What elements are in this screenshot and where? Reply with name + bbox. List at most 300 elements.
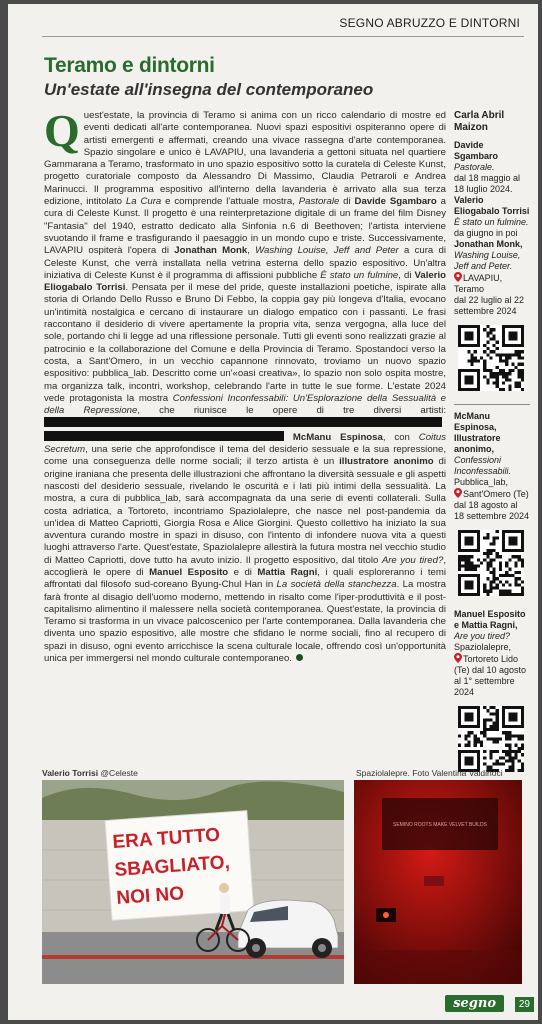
qr-module	[511, 766, 514, 769]
qr-code-icon[interactable]	[458, 325, 524, 391]
qr-module	[474, 568, 477, 571]
artist-name: Jonathan Monk	[174, 245, 248, 257]
drop-cap: Q	[44, 105, 80, 156]
qr-module	[493, 763, 496, 766]
work-title: È stato un fulmine	[320, 269, 399, 281]
sidebar-location-text: Tortoreto Lido (Te) dal 10 agosto al 1° settembre 2024	[454, 654, 527, 697]
sidebar-location	[454, 272, 530, 295]
qr-module	[496, 737, 499, 740]
qr-module	[464, 737, 467, 740]
qr-module	[521, 558, 524, 561]
qr-module	[508, 737, 511, 740]
billboard-line-3: NOI NO	[115, 883, 185, 909]
qr-module	[471, 555, 474, 558]
qr-module	[496, 385, 499, 388]
sidebar-artist: Valerio Eliogabalo Torrisi	[454, 195, 530, 216]
sidebar-date: dal 22 luglio al 22 settembre 2024	[454, 295, 525, 316]
sidebar-work: Confessioni Inconfessabili.	[454, 455, 512, 476]
text-run: , accoglierà le opere di	[44, 554, 446, 578]
qr-module	[471, 568, 474, 571]
qr-module	[471, 360, 474, 363]
qr-module	[483, 728, 486, 731]
qr-module	[502, 763, 505, 766]
qr-module	[461, 558, 464, 561]
work-title: La Cura	[125, 196, 162, 208]
sidebar-artist: Manuel Esposito e Mattia Ragni,	[454, 609, 526, 630]
sidebar-work: Are you tired?	[454, 631, 511, 641]
qr-module	[499, 763, 502, 766]
qr-module	[489, 580, 492, 583]
qr-module	[483, 583, 486, 586]
artist-name: Valerio Eliogabalo Torrisi	[44, 269, 446, 294]
qr-module	[505, 734, 508, 737]
qr-module	[483, 558, 486, 561]
qr-module	[508, 744, 511, 747]
qr-module	[511, 734, 514, 737]
qr-module	[521, 375, 524, 378]
qr-module	[515, 353, 518, 356]
qr-module	[480, 561, 483, 564]
qr-module	[518, 737, 521, 740]
qr-module	[493, 577, 496, 580]
qr-module	[515, 571, 518, 574]
qr-module	[518, 750, 521, 753]
qr-module	[496, 341, 499, 344]
qr-module	[499, 580, 502, 583]
sidebar-artist: Davide Sgambaro	[454, 140, 499, 161]
qr-module	[464, 734, 467, 737]
qr-module	[489, 750, 492, 753]
qr-module	[489, 590, 492, 593]
qr-module	[493, 571, 496, 574]
sidebar-date: dal 18 maggio al 18 luglio 2024.	[454, 173, 521, 194]
qr-module	[464, 558, 467, 561]
text-run: . La mostra farà fronte al disagio dell'uomo moderno, mettendo in risalto come l'iper-produttività e il post-capitalismo alimentino il malessere nella società contemporanea. Quest'estate, la provincia di Teramo si trasforma in un vivace palcoscenico per l'arte contemporanea. Dalla lavanderia che diventa uno spazio espositivo, alle mostre che sfidano le norme sociali, fino al recupero di spazi in disuso, ogni evento arricchisce la scena culturale locale, offrendo così un'opportunità unica per immergersi nel mondo culturale contemporaneo.	[44, 579, 446, 665]
qr-code-icon[interactable]	[458, 706, 524, 772]
qr-module	[493, 334, 496, 337]
qr-module	[458, 568, 461, 571]
qr-module	[508, 593, 511, 596]
qr-module	[486, 334, 489, 337]
qr-module	[486, 577, 489, 580]
qr-module	[489, 737, 492, 740]
qr-module	[493, 549, 496, 552]
sidebar-block-pubblica-lab	[454, 411, 530, 603]
text-run: di	[339, 196, 355, 208]
qr-module	[502, 583, 505, 586]
qr-module	[486, 737, 489, 740]
qr-module	[493, 737, 496, 740]
qr-module	[511, 759, 514, 762]
qr-module	[486, 555, 489, 558]
sidebar-date: da giugno in poi	[454, 228, 518, 238]
text-run: di origine iraniana che presenta delle illustrazioni che affrontano la diversità sessuale e gli aspetti nascosti del desiderio sessuale, rivelando le oscurità e i lati più intimi della sessualità. La mostra, a cura di pubblica_lab, sarà accompagnata da una serie di eventi collaterali. Sulla costa adriatica, a Tortoreto, incontriamo Spaziolalepre, che nasce nel post-pandemia da un'idea di Matteo Capriotti, Giorgia Rosa e Alice Giorgini. Questo collettivo ha iniziato la sua avventura curando mostre in spazi in disuso, con l'intento di infondere nuova vita a questi luoghi attraverso l'arte. Quest'estate, Spaziolalepre allestirà la futura mostra nel vecchio studio di Matteo Capriotti, dove tutto ha avuto inizio. Il progetto espositivo, dal titolo	[44, 456, 447, 566]
qr-module	[486, 561, 489, 564]
qr-module	[467, 555, 470, 558]
qr-module	[511, 574, 514, 577]
qr-module	[486, 533, 489, 536]
qr-module	[464, 712, 473, 721]
qr-module	[521, 593, 524, 596]
qr-module	[518, 583, 521, 586]
qr-module	[461, 565, 464, 568]
qr-module	[486, 353, 489, 356]
qr-module	[486, 378, 489, 381]
qr-module	[518, 372, 521, 375]
qr-module	[464, 561, 467, 564]
qr-module	[458, 744, 461, 747]
qr-module	[489, 565, 492, 568]
qr-module	[518, 747, 521, 750]
qr-module	[521, 388, 524, 391]
qr-module	[496, 712, 499, 715]
qr-module	[502, 372, 505, 375]
qr-code-icon[interactable]	[458, 530, 524, 596]
running-head: SEGNO ABRUZZO E DINTORNI	[339, 16, 520, 30]
qr-module	[515, 753, 518, 756]
qr-module	[496, 555, 499, 558]
qr-module	[511, 763, 514, 766]
work-title: Pastorale	[298, 196, 340, 208]
qr-module	[502, 382, 505, 385]
magazine-page	[8, 4, 538, 1020]
qr-module	[489, 552, 492, 555]
qr-module	[483, 734, 486, 737]
qr-module	[483, 360, 486, 363]
location-pin-icon	[454, 272, 462, 282]
location-pin-icon	[454, 653, 462, 663]
qr-module	[502, 750, 505, 753]
sidebar-block-spaziolalepre	[454, 609, 530, 779]
qr-module	[483, 725, 486, 728]
qr-module	[486, 536, 489, 539]
qr-module	[486, 549, 489, 552]
sidebar-location	[454, 488, 530, 522]
event-sidebar	[454, 110, 530, 785]
qr-module	[511, 353, 514, 356]
qr-module	[489, 558, 492, 561]
qr-module	[486, 369, 489, 372]
qr-module	[471, 565, 474, 568]
qr-module	[518, 571, 521, 574]
sidebar-work: Pastorale.	[454, 162, 495, 172]
qr-module	[493, 722, 496, 725]
qr-module	[464, 555, 467, 558]
qr-module	[505, 750, 508, 753]
banner-text: SEMINO ROOTS MAKE VELVET BUILDS	[392, 822, 488, 828]
qr-module	[502, 388, 505, 391]
qr-module	[505, 353, 508, 356]
work-title: Coitus Secretum	[44, 431, 446, 456]
qr-module	[515, 750, 518, 753]
qr-module	[493, 382, 496, 385]
article-subtitle: Un'estate all'insegna del contemporaneo	[44, 80, 374, 99]
qr-module	[496, 536, 499, 539]
qr-module	[515, 382, 518, 385]
qr-module	[480, 356, 483, 359]
qr-module	[489, 587, 492, 590]
artist-name: Mattia Ragni	[257, 566, 318, 578]
qr-module	[467, 741, 470, 744]
text-run: . Pensata per il mese del pride, queste installazioni poetiche, ispirate alla storia di Orlando Dello Russo e Bruno Di Febbo, la coppia gay più longeva d'Italia, evocano un'intimità nostalgica e cercano di instaurare un dialogo empatico con i passanti. Le frasi raccontano il desiderio di vivere apertamente la propria vita, senza vergogna, alla luce del sole, portando chi li legge ad una riflessione personale. Tutti gli eventi sono realizzati grazie al patrocinio e la collaborazione del Comune e della Provincia di Teramo. Spostandoci verso la costa, a Sant'Omero, in un vecchio capannone rinnovato, troviamo un nuovo spazio espositivo: pubblica_lab. Descritto come un'«oasi creativa», lo spazio non solo ospita mostre, ma organizza talk, incontri, workshop, celebrando l'arte in tutte le sue forme. L'estate 2024 vede protagonista la mostra	[44, 282, 446, 404]
qr-module	[483, 344, 486, 347]
qr-module	[518, 555, 521, 558]
qr-module	[511, 756, 514, 759]
qr-module	[467, 561, 470, 564]
qr-module	[499, 561, 502, 564]
qr-module	[496, 375, 499, 378]
text-run: uest'estate, la provincia di Teramo si anima con un ricco calendario di mostre ed eventi dedicati all'arte contemporanea. Nuovi spazi espositivi ospiteranno opere di artisti emergenti e affermati, creando una vivace rassegna d'arte contemporanea. Spazio singolare e unico è LAVAPIU, una lavanderia a gettoni situata nel quartiere Gammarana a Teramo, trasformato in uno spazio espositivo sotto la curatela di Celeste Kunst, progetto curatoriale composto da Alessandro Di Massimo, Claudia Petraroli e Andrea Marinucci. Il programma espositivo all'interno della lavanderia è arrivato alla sua terza edizione, intitolato	[44, 110, 446, 208]
qr-module	[505, 593, 508, 596]
qr-module	[496, 382, 499, 385]
qr-module	[489, 331, 492, 334]
sidebar-work: Washing Louise, Jeff and Peter.	[454, 250, 521, 271]
qr-module	[486, 565, 489, 568]
qr-module	[496, 709, 499, 712]
qr-module	[493, 344, 496, 347]
text-run: ,	[247, 245, 256, 257]
sidebar-divider	[454, 404, 530, 405]
qr-module	[496, 763, 499, 766]
spaziolalepre-photo	[354, 780, 522, 984]
qr-module	[511, 555, 514, 558]
qr-module	[483, 719, 486, 722]
text-run: e di	[228, 566, 258, 578]
text-run: , che riunisce le opere di tre diversi artisti:	[137, 405, 446, 417]
qr-module	[521, 580, 524, 583]
qr-module	[508, 558, 511, 561]
qr-module	[505, 378, 508, 381]
qr-module	[489, 356, 492, 359]
qr-module	[493, 539, 496, 542]
qr-module	[515, 366, 518, 369]
qr-module	[508, 583, 511, 586]
qr-module	[493, 712, 496, 715]
qr-module	[518, 353, 521, 356]
qr-module	[477, 565, 480, 568]
qr-module	[515, 583, 518, 586]
qr-module	[521, 561, 524, 564]
qr-module	[505, 753, 508, 756]
qr-module	[518, 593, 521, 596]
qr-module	[483, 590, 486, 593]
qr-module	[515, 555, 518, 558]
qr-module	[489, 583, 492, 586]
sidebar-author: Carla Abril Maizon	[454, 110, 505, 133]
qr-module	[508, 568, 511, 571]
qr-module	[499, 360, 502, 363]
qr-module	[489, 350, 492, 353]
qr-module	[493, 328, 496, 331]
qr-module	[489, 756, 492, 759]
qr-module	[502, 360, 505, 363]
qr-module	[508, 734, 511, 737]
qr-module	[480, 744, 483, 747]
artist-name: Manuel Esposito	[149, 566, 229, 578]
qr-module	[486, 331, 489, 334]
qr-module	[511, 750, 514, 753]
qr-module	[499, 574, 502, 577]
qr-module	[521, 356, 524, 359]
redacted-block	[44, 431, 284, 441]
qr-module	[496, 750, 499, 753]
work-title: La società della stanchezza	[276, 579, 397, 591]
sidebar-block-lavapiu	[454, 110, 530, 398]
qr-module	[464, 580, 473, 589]
qr-module	[499, 388, 502, 391]
caption-credit: @Celeste	[98, 768, 138, 778]
billboard-line-1: ERA TUTTO	[111, 824, 221, 854]
work-title: Washing Louise, Jeff and Peter	[255, 245, 399, 257]
qr-module	[493, 580, 496, 583]
qr-module	[521, 369, 524, 372]
qr-module	[502, 375, 505, 378]
qr-module	[521, 737, 524, 740]
qr-module	[502, 593, 505, 596]
photo-caption-left	[42, 768, 138, 778]
qr-module	[483, 366, 486, 369]
sidebar-work: È stato un fulmine.	[454, 217, 529, 227]
qr-module	[508, 331, 517, 340]
work-title: Are you tired?	[381, 554, 444, 566]
qr-module	[515, 734, 518, 737]
qr-module	[511, 593, 514, 596]
sidebar-venue: Pubblica_lab,	[454, 477, 509, 487]
qr-module	[508, 712, 517, 721]
qr-module	[458, 561, 461, 564]
qr-module	[486, 709, 489, 712]
qr-module	[493, 750, 496, 753]
qr-module	[474, 744, 477, 747]
qr-module	[471, 363, 474, 366]
qr-module	[486, 590, 489, 593]
caption-artist: Valerio Torrisi	[42, 768, 99, 778]
qr-module	[464, 744, 467, 747]
qr-module	[508, 747, 511, 750]
qr-module	[483, 756, 486, 759]
qr-module	[496, 347, 499, 350]
qr-module	[483, 328, 486, 331]
qr-module	[508, 766, 511, 769]
qr-module	[511, 369, 514, 372]
qr-module	[489, 543, 492, 546]
qr-module	[521, 350, 524, 353]
qr-module	[496, 372, 499, 375]
qr-module	[521, 565, 524, 568]
text-run: a cura di Celeste Kunst, che verrà installata nella vetrina esterna dello spazio espositivo. Un'altra iniziativa di Celeste Kunst è il programma di affissioni pubbliche	[44, 245, 446, 281]
qr-module	[464, 375, 473, 384]
qr-module	[508, 369, 511, 372]
qr-module	[521, 590, 524, 593]
qr-module	[489, 571, 492, 574]
qr-module	[489, 753, 492, 756]
qr-module	[474, 356, 477, 359]
qr-module	[458, 555, 461, 558]
qr-module	[471, 731, 474, 734]
qr-module	[471, 356, 474, 359]
qr-module	[505, 360, 508, 363]
text-run: , una serie che approfondisce il tema del desiderio sessuale e la sua repressione, come una conseguenza delle norme sociali; il terzo artista è un	[44, 444, 446, 468]
qr-module	[515, 580, 518, 583]
qr-module	[505, 574, 508, 577]
qr-module	[486, 719, 489, 722]
end-mark	[296, 654, 303, 661]
qr-module	[458, 565, 461, 568]
qr-module	[474, 737, 477, 740]
qr-module	[496, 719, 499, 722]
qr-module	[480, 731, 483, 734]
qr-module	[502, 574, 505, 577]
qr-module	[486, 347, 489, 350]
qr-module	[508, 750, 511, 753]
qr-module	[486, 552, 489, 555]
billboard-photo	[42, 780, 344, 984]
location-pin-icon	[454, 488, 462, 498]
artist-name: illustratore anonimo	[339, 456, 434, 468]
qr-module	[471, 561, 474, 564]
qr-module	[505, 759, 508, 762]
qr-module	[521, 753, 524, 756]
qr-module	[518, 558, 521, 561]
qr-module	[505, 571, 508, 574]
qr-module	[518, 382, 521, 385]
qr-module	[486, 341, 489, 344]
qr-module	[474, 734, 477, 737]
qr-module	[515, 756, 518, 759]
qr-module	[508, 574, 511, 577]
qr-module	[518, 759, 521, 762]
qr-module	[508, 753, 511, 756]
qr-module	[508, 385, 511, 388]
qr-module	[518, 363, 521, 366]
qr-module	[474, 360, 477, 363]
qr-module	[496, 353, 499, 356]
article-title: Teramo e dintorni	[44, 54, 215, 77]
qr-module	[493, 558, 496, 561]
sidebar-venue: Spaziolalepre,	[454, 642, 512, 652]
qr-module	[474, 350, 477, 353]
artist-name: Davide Sgambaro	[354, 196, 437, 208]
qr-module	[499, 590, 502, 593]
qr-module	[483, 763, 486, 766]
qr-module	[486, 728, 489, 731]
qr-module	[515, 593, 518, 596]
qr-module	[483, 369, 486, 372]
qr-module	[515, 577, 518, 580]
qr-module	[502, 731, 505, 734]
qr-module	[505, 744, 508, 747]
qr-module	[493, 706, 496, 709]
qr-module	[471, 353, 474, 356]
qr-module	[505, 561, 508, 564]
qr-module	[518, 385, 521, 388]
qr-module	[489, 328, 492, 331]
artist-name: McManu Espinosa	[292, 431, 383, 443]
qr-module	[489, 728, 492, 731]
qr-module	[518, 356, 521, 359]
qr-module	[518, 375, 521, 378]
qr-module	[493, 372, 496, 375]
text-run: , di	[398, 269, 415, 281]
qr-module	[489, 561, 492, 564]
qr-module	[483, 536, 486, 539]
qr-module	[483, 375, 486, 378]
qr-module	[496, 583, 499, 586]
qr-module	[508, 372, 511, 375]
article-paragraph	[44, 105, 447, 665]
qr-module	[486, 325, 489, 328]
qr-module	[508, 356, 511, 359]
